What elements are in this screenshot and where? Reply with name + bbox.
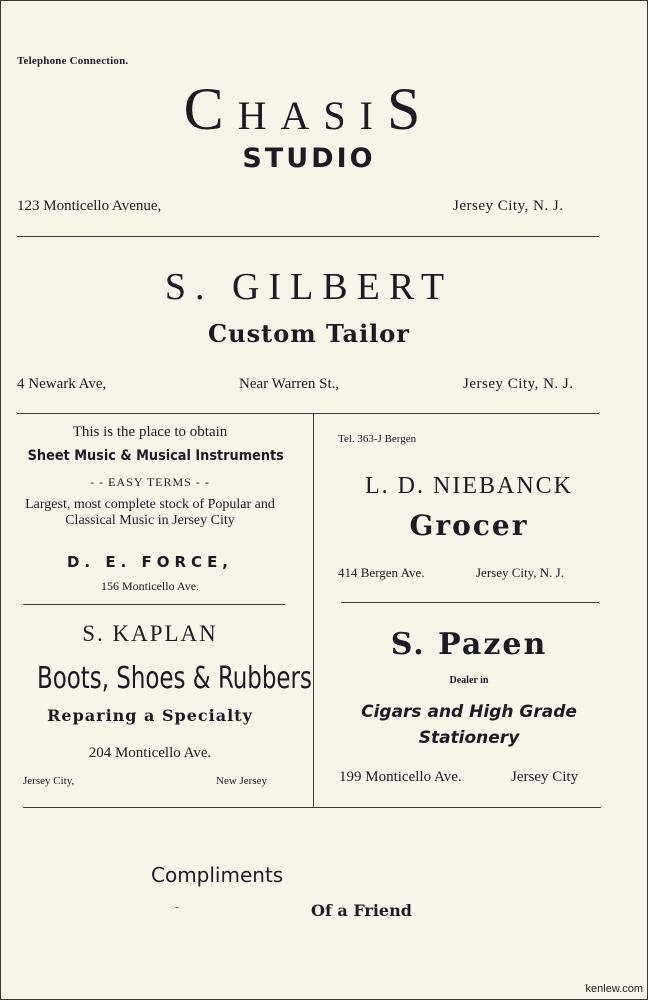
force-products: Sheet Music & Musical Instruments [27, 448, 284, 464]
niebanck-city: Jersey City, N. J. [476, 565, 564, 580]
force-name: D. E. FORCE, [66, 553, 234, 571]
chasis-subtitle: STUDIO [242, 143, 376, 174]
decorative-dash [175, 907, 179, 908]
pazen-dealer: Dealer in [449, 675, 489, 686]
niebanck-telephone: Tel. 363-J Bergen [338, 433, 417, 445]
kaplan-address: 204 Monticello Ave. [88, 745, 212, 761]
pazen-goods: Cigars and High Grade Stationery [361, 702, 577, 748]
kaplan-city: Jersey City, [23, 775, 75, 787]
chasis-title [1, 75, 617, 144]
divider [17, 413, 599, 414]
chasis-title-last: S [387, 76, 435, 142]
gilbert-near: Near Warren St., [239, 376, 340, 392]
niebanck-address: 414 Bergen Ave. [338, 565, 425, 580]
friend-text: Of a Friend [311, 901, 412, 920]
force-intro: This is the place to obtain [72, 424, 228, 440]
divider [23, 807, 601, 808]
kaplan-state: New Jersey [216, 775, 268, 787]
force-terms: - - EASY TERMS - - [90, 475, 210, 489]
column-divider [313, 413, 314, 807]
niebanck-trade: Grocer [409, 509, 529, 542]
divider [23, 604, 285, 605]
chasis-title-middle: HASI [237, 93, 387, 138]
divider [341, 602, 599, 603]
chasis-address: 123 Monticello Avenue, [17, 198, 162, 214]
gilbert-name: S. GILBERT [164, 266, 454, 308]
chasis-title-first: C [183, 76, 238, 142]
compliments-text: Compliments [151, 863, 284, 887]
divider [17, 236, 599, 237]
watermark: kenlew.com [585, 983, 643, 995]
force-address: 156 Monticello Ave. [100, 579, 200, 593]
gilbert-trade: Custom Tailor [208, 319, 410, 348]
pazen-name: S. Pazen [390, 627, 548, 662]
gilbert-city: Jersey City, N. J. [463, 376, 574, 392]
kaplan-specialty: Reparing a Specialty [47, 706, 253, 725]
kaplan-goods: Boots, Shoes & Rubbers [36, 661, 312, 696]
gilbert-address: 4 Newark Ave, [17, 376, 107, 392]
kaplan-name: S. KAPLAN [82, 621, 218, 646]
niebanck-name: L. D. NIEBANCK [365, 473, 573, 499]
pazen-city: Jersey City [511, 769, 579, 785]
pazen-address: 199 Monticello Ave. [339, 769, 462, 785]
force-stock: Largest, most complete stock of Popular and Classical Music in Jersey City [25, 497, 275, 528]
chasis-telephone: Telephone Connection. [17, 55, 129, 67]
chasis-city: Jersey City, N. J. [453, 198, 564, 214]
